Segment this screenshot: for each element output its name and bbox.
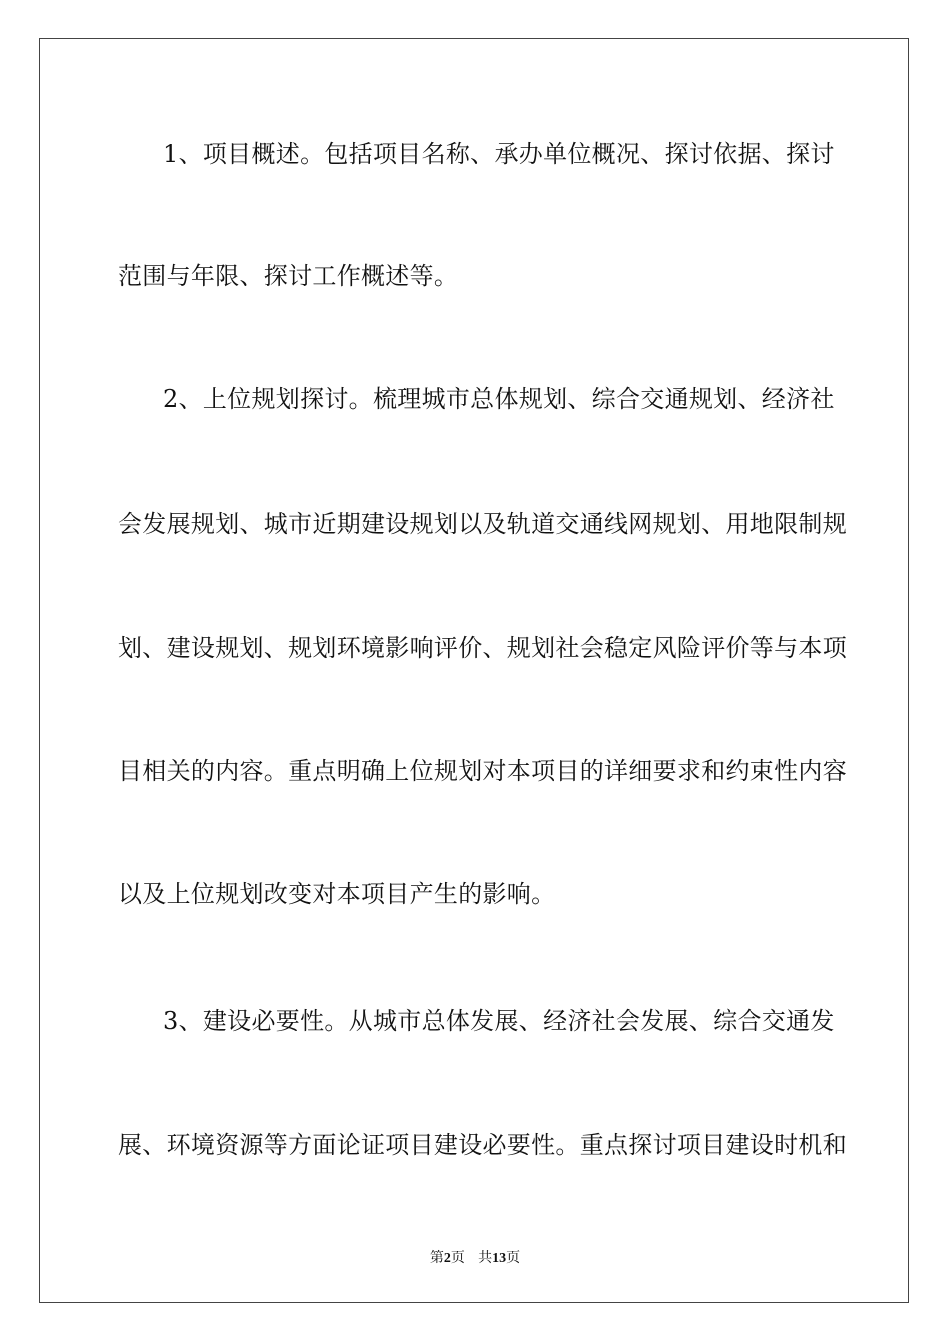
paragraph-2-line-1: 2、上位规划探讨。梳理城市总体规划、综合交通规划、经济社 [163,385,835,413]
paragraph-2-line-3: 划、建设规划、规划环境影响评价、规划社会稳定风险评价等与本项 [118,634,847,662]
footer-page-suffix: 页 [450,1250,465,1266]
paragraph-1-line-1: 1、项目概述。包括项目名称、承办单位概况、探讨依据、探讨 [163,140,835,168]
page-footer [0,1249,950,1268]
page-border [39,38,909,1303]
paragraph-3-line-2: 展、环境资源等方面论证项目建设必要性。重点探讨项目建设时机和 [118,1131,847,1159]
paragraph-3-line-1: 3、建设必要性。从城市总体发展、经济社会发展、综合交通发 [163,1007,835,1035]
footer-total-pages: 13 [492,1251,507,1266]
paragraph-1-line-2: 范围与年限、探讨工作概述等。 [118,262,459,290]
footer-page-number: 2 [443,1251,451,1266]
footer-total-prefix: 共 [478,1250,493,1266]
paragraph-2-line-2: 会发展规划、城市近期建设规划以及轨道交通线网规划、用地限制规 [118,510,847,538]
paragraph-2-line-4: 目相关的内容。重点明确上位规划对本项目的详细要求和约束性内容 [118,757,847,785]
footer-total-suffix: 页 [506,1250,521,1266]
paragraph-2-line-5: 以及上位规划改变对本项目产生的影响。 [118,880,556,908]
footer-page-prefix: 第 [429,1250,444,1266]
